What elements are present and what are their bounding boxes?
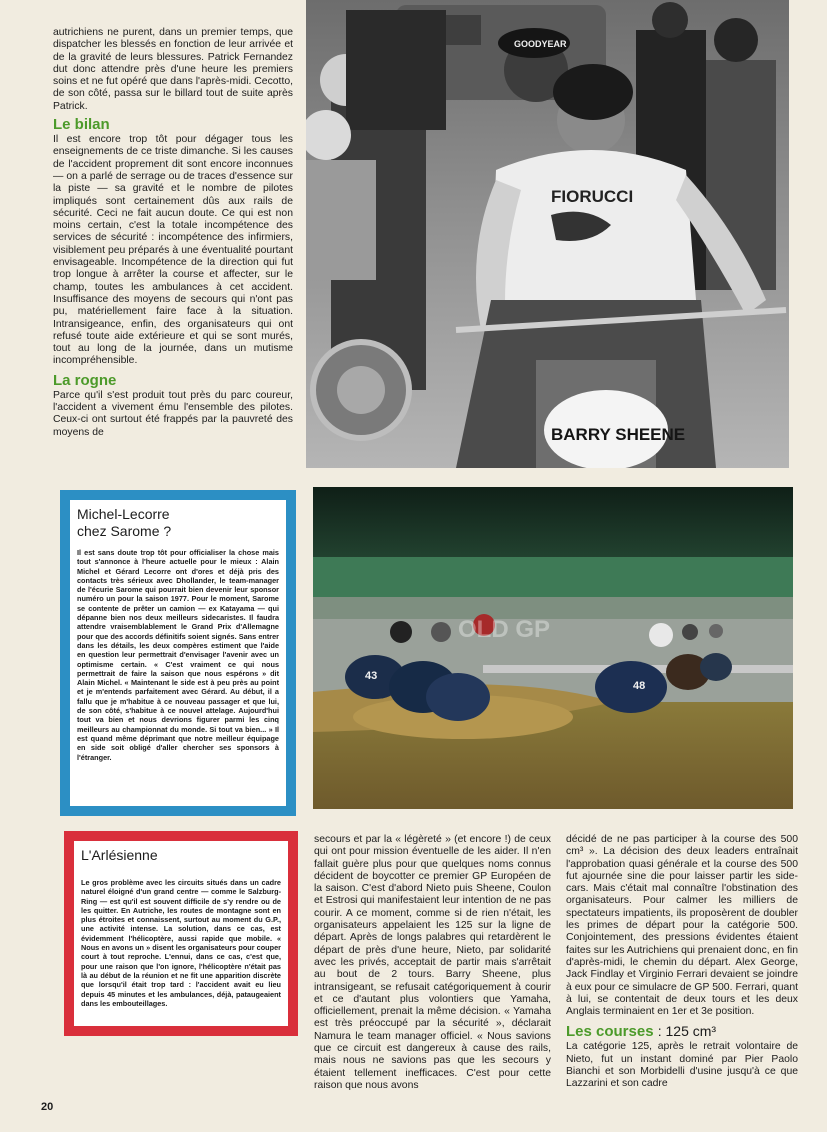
watermark: OLD GP bbox=[458, 616, 551, 643]
courses-paragraph: La catégorie 125, après le retrait volontaire de Nieto, fut un instant dominé par Pier Paolo Bianchi et son Morbidelli d'usine jusqu'à ce que Lazzarini et son cadre bbox=[566, 1041, 798, 1090]
heading-bilan: Le bilan bbox=[53, 116, 110, 134]
photo-race-track-image bbox=[313, 487, 793, 809]
box-title-line-2: chez Sarome ? bbox=[77, 523, 172, 539]
box-arlesienne-text: Le gros problème avec les circuits situés dans un cadre naturel éloigné d'un grand centre — comme le Salzburg-Ring — est qu'il est souvent difficile de s'y rendre ou de les quitter. En Autriche, les routes de montagne sont en plus étroites et connaissent, surtout au moment du G.P., une activité intense. La solution, dans ce cas, est évidemment l'hélicoptère, aussi rapide que mobile. « Nous en avons un » disent les organisateurs pour couper court à tout reproche. L'ennui, dans ce cas, c'est que, pour une raison que l'on ignore, l'hélicoptère n'était pas là au début de la réunion et ne fit une apparition discrète que lorsqu'il était trop tard : l'accident avait eu lieu depuis 45 minutes et les ambulances, déjà, pataugeaient dans les embouteillages. bbox=[81, 878, 281, 1008]
number-plate-text: BARRY SHEENE bbox=[551, 425, 686, 444]
race-plate-43: 43 bbox=[365, 670, 378, 682]
box-michel-lecorre bbox=[60, 490, 296, 816]
column-2 bbox=[314, 834, 551, 1092]
box-arlesienne bbox=[64, 831, 298, 1036]
cap-text: GOODYEAR bbox=[514, 39, 567, 49]
intro-paragraph: autrichiens ne purent, dans un premier temps, que dispatcher les blessés en fonction de leur arrivée et de la gravité de leurs blessures. Patrick Fernandez dut donc attendre près d'une heure les premiers soins et ne fut opéré que dans l'après-midi. Cecotto, de son côté, passa sur le billard tout de suite après Patrick. bbox=[53, 27, 293, 112]
column-2-paragraph: secours et par la « légèreté » (et encore !) de ceux qui ont pour mission éventuelle de les aider. Il n'en fallait guère plus pour que quelques noms connus décident de boycotter ce premier GP Européen de la saison. C'est d'abord Nieto puis Sheene, Coulon et Estrosi qui manifestaient leur intention de ne pas courir. A ce moment, comme si de rien n'était, les organisateurs appelaient les 125 sur la ligne de départ. Après de longs palabres qui retardèrent le départ de près d'une heure, Nieto, par solidarité avec les privés, acceptait de partir mais s'arrêtait au bout de 2 tours. Barry Sheene, plus intransigeant, se refusait catégoriquement à courir et ce d'autant plus volontiers que Yamaha, officiellement, prenait la même décision. « Yamaha est très préoccupé par la sécurité », déclarait Namura le team manager officiel. « Nous savions que ce circuit est dangereux à cause des rails, mais nous ne savions pas que les secours y étaient tellement inefficaces. C'est pour cette raison que nous avons bbox=[314, 834, 551, 1091]
race-plate-48: 48 bbox=[633, 680, 646, 692]
shirt-text: FIORUCCI bbox=[551, 187, 634, 206]
column-3 bbox=[566, 834, 798, 1091]
heading-courses-main: Les courses bbox=[566, 1023, 654, 1041]
column-3-paragraph: décidé de ne pas participer à la course des 500 cm³ ». La décision des deux leaders entraînait l'approbation quasi générale et la course des 500 fut ajournée sine die pour laisser partir les side-cars. Mais c'était mal connaître l'obstination des organisateurs. Pour calmer les milliers de spectateurs impatients, ils proposèrent de doubler les primes de départ pour la catégorie 500. Conjointement, des pressions évidentes étaient faites sur les Autrichiens qui prenaient donc, en fin d'après-midi, le chemin du départ. Alex George, Jack Findlay et Virginio Ferrari devaient se joindre à eux pour ce simulacre de GP 500. Ferrari, quant à lui, se contentait de deux tours et les deux Anglais terminaient en 1er et 3e position. bbox=[566, 834, 798, 1018]
box-title-line-1: Michel-Lecorre bbox=[77, 506, 170, 522]
photo-barry-sheene-image bbox=[306, 0, 789, 468]
heading-courses bbox=[566, 1023, 798, 1040]
box-michel-lecorre-title bbox=[77, 506, 279, 540]
box-arlesienne-title: L'Arlésienne bbox=[81, 847, 158, 863]
page-number: 20 bbox=[41, 1101, 54, 1113]
photo-race-track bbox=[313, 487, 793, 809]
box-michel-lecorre-text: Il est sans doute trop tôt pour officialiser la chose mais tout s'annonce à l'heure actuelle pour le mieux : Alain Michel et Gérard Lecorre ont d'ores et déjà pris des contacts très sérieux avec Dhollander, le team-manager de l'écurie Sarome qui pourrait bien devenir leur sponsor numéro un pour la saison 1977. Pour le moment, Sarome se contente de prêter un camion — ex Katayama — qui dépanne bien nos deux meilleurs sidecaristes. Il faudra attendre vraisemblablement le Grand Prix d'Allemagne pour que des accords définitifs soient signés. Sans entrer dans les détails, les deux compères estiment que l'aide en question leur permettrait d'envisager l'avenir avec un optimisme certain. « C'est vraiment ce qui nous permettrait de faire la saison que nous espérons » dit Alain Michel. « Maintenant le side est à peu près au point et je m'entends parfaitement avec Gérard. Au début, il a fallu que je m'habitue à ce nouveau passager et que lui, de son côté, s'habitue à ce nouvel attelage. Aujourd'hui tout va bien et nous devrions figurer parmi les cinq meilleurs au championnat du monde. Si tout va bien... » Il est quand même déprimant que notre meilleur équipage en side soit obligé d'aller chercher ses sponsors à l'étranger. bbox=[77, 548, 279, 762]
rogne-paragraph: Parce qu'il s'est produit tout près du parc coureur, l'accident a vivement ému l'ensemble des pilotes. Ceux-ci ont surtout été frappés par la pauvreté des moyens de bbox=[53, 389, 293, 438]
photo-barry-sheene bbox=[306, 0, 789, 468]
bilan-paragraph: Il est encore trop tôt pour dégager tous les enseignements de ce triste dimanche. Si les causes de l'accident proprement dit sont encore inconnues — on a parlé de serrage ou de traces d'essence sur la piste — sa gravité et le nombre de pilotes impliqués sont certainement dûs aux rails de sécurité. Ceci ne fait aucun doute. Ce qui est non moins certain, c'est la totale incompétence des services de sécurité : incompétence des infirmiers, visiblement peu préparés à une éventualité pourtant envisageable. Incompétence de la direction qui fut trop longue à arrêter la course et affecter, sur le champ, toutes les ambulances à cet accident. Insuffisance des moyens de secours qui n'ont pas pu, matériellement faire face à la situation. Intransigeance, enfin, des organisateurs qui ont refusé toute aide extérieure et qui se sont murés, tout au long de la journée, dans un mutisme incompréhensible. bbox=[53, 134, 293, 367]
column-1 bbox=[53, 27, 293, 439]
heading-courses-sub: : 125 cm³ bbox=[657, 1023, 717, 1040]
heading-rogne: La rogne bbox=[53, 371, 117, 389]
